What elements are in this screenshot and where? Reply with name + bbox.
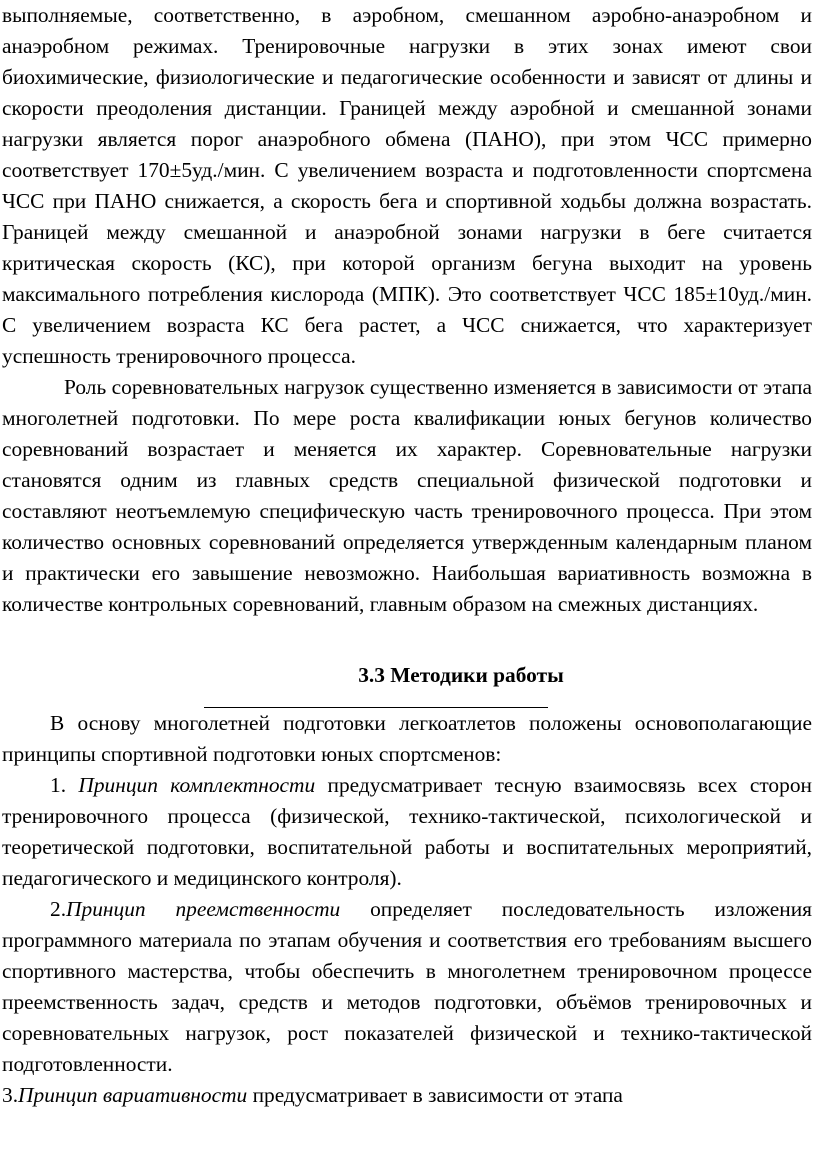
paragraph-principles-intro-text: В основу многолетней подготовки легкоатлетов положены основополагающие принципы спортивной подготовки юных спортсменов: <box>2 711 812 766</box>
paragraph-zones-text: выполняемые, соответственно, в аэробном, смешанном аэробно-анаэробном и анаэробном режимах. Тренировочные нагрузки в этих зонах имеют свои биохимические, физиологические и педагогические особенности и зависят от длины и скорости преодоления дистанции. Границей между аэробной и смешанной зонами нагрузки является порог анаэробного обмена (ПАНО), при этом ЧСС примерно соответствует 170±5уд./мин. С увеличением возраста и подготовленности спортсмена ЧСС при ПАНО снижается, а скорость бега и спортивной ходьбы должна возрастать. Границей между смешанной и анаэробной зонами нагрузки в беге считается критическая скорость (КС), при которой организм бегуна выходит на уровень максимального потребления кислорода (МПК). Это соответствует ЧСС 185±10уд./мин. С увеличением возраста КС бега растет, а ЧСС снижается, что характеризует успешность тренировочного процесса. <box>2 3 812 368</box>
principle-1 <box>2 770 812 894</box>
paragraph-principles-intro <box>2 708 812 770</box>
principle-2 <box>2 894 812 1080</box>
paragraph-competition-loads-text: Роль соревновательных нагрузок существенно изменяется в зависимости от этапа многолетней подготовки. По мере роста квалификации юных бегунов количество соревнований возрастает и меняется их характер. Соревновательные нагрузки становятся одним из главных средств специальной физической подготовки и составляют неотъемлемую специфическую часть тренировочного процесса. При этом количество основных соревнований определяется утвержденным календарным планом и практически его завышение невозможно. Наибольшая вариативность возможна в количестве контрольных соревнований, главным образом на смежных дистанциях. <box>2 375 812 616</box>
principle-1-text: предусматривает тесную взаимосвязь всех сторон тренировочного процесса (физической, технико-тактической, психологической и теоретической подготовки, воспитательной работы и воспитательных мероприятий, педагогического и медицинского контроля). <box>2 773 812 890</box>
principle-1-number: 1. <box>50 773 67 797</box>
principle-3-number: 3. <box>2 1083 19 1107</box>
paragraph-competition-loads <box>2 372 812 620</box>
principle-2-text: определяет последовательность изложения программного материала по этапам обучения и соответствия его требованиям высшего спортивного мастерства, чтобы обеспечить в многолетнем тренировочном процессе преемственность задач, средств и методов подготовки, объёмов тренировочных и соревновательных нагрузок, рост показателей физической и технико-тактической подготовленности. <box>2 897 812 1076</box>
section-heading: 3.3 Методики работы <box>358 663 564 687</box>
principle-3 <box>2 1080 812 1111</box>
principle-1-term: Принцип комплектности <box>78 773 316 797</box>
principle-3-term: Принцип вариативности <box>18 1083 248 1107</box>
paragraph-zones <box>2 0 812 372</box>
principle-2-number: 2. <box>50 897 67 921</box>
principle-2-term: Принцип преемственности <box>66 897 341 921</box>
principle-3-text: предусматривает в зависимости от этапа <box>247 1083 623 1107</box>
